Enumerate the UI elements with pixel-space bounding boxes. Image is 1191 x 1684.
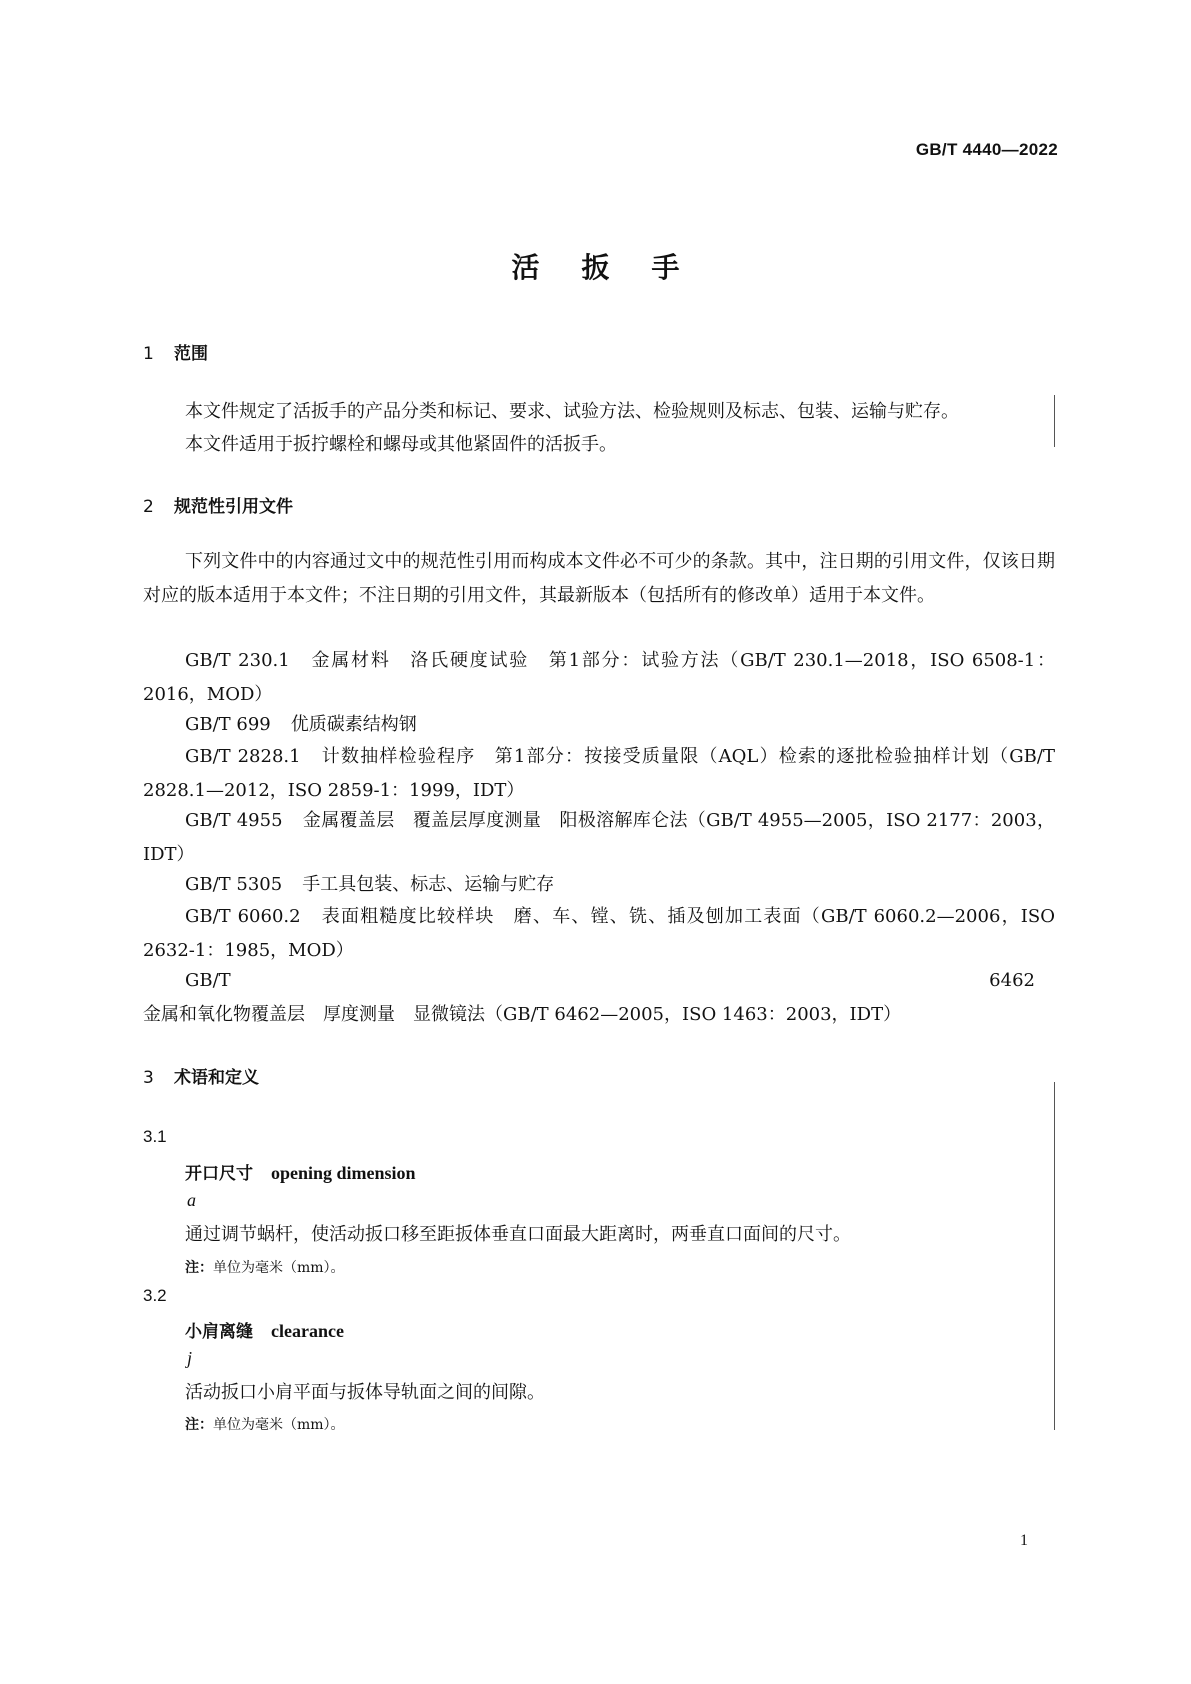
- term-number: 3.2: [143, 1286, 167, 1305]
- section-number: 1: [143, 344, 154, 364]
- section-title: 术语和定义: [174, 1068, 259, 1088]
- reference-title: 表面粗糙度比较样块 磨、车、镗、铣、插及刨加工表面（GB/T 6060.2—2006，ISO 2632-1：1985，MOD）: [143, 906, 1055, 961]
- note-label: 注：: [185, 1260, 213, 1276]
- term-symbol: a: [187, 1190, 196, 1210]
- section-heading-terms: [143, 1063, 259, 1088]
- term-en: opening dimension: [271, 1163, 416, 1183]
- reference-code: GB/T 5305: [185, 874, 283, 895]
- reference-item: [143, 964, 1055, 1032]
- change-bar: [1054, 1082, 1055, 1430]
- reference-code: GB/T 699: [185, 714, 271, 735]
- standard-number: GB/T 4440—2022: [915, 140, 1058, 159]
- references-intro: 下列文件中的内容通过文中的规范性引用而构成本文件必不可少的条款。其中，注日期的引用文件，仅该日期对应的版本适用于本文件；不注日期的引用文件，其最新版本（包括所有的修改单）适用于本文件。: [143, 551, 1055, 606]
- change-bar: [1054, 395, 1055, 447]
- note-label: 注：: [185, 1417, 213, 1433]
- term-definition: 活动扳口小肩平面与扳体导轨面之间的间隙。: [185, 1382, 545, 1403]
- term-definition: 通过调节蜗杆，使活动扳口移至距扳体垂直口面最大距离时，两垂直口面间的尺寸。: [185, 1224, 851, 1245]
- reference-code: GB/T 6462: [185, 970, 1035, 991]
- term-zh: 小肩离缝: [185, 1322, 253, 1342]
- term-number: 3.1: [143, 1127, 167, 1146]
- term-en: clearance: [271, 1321, 344, 1341]
- reference-title: 金属和氧化物覆盖层 厚度测量 显微镜法（GB/T 6462—2005，ISO 1463：2003，IDT）: [143, 1004, 902, 1025]
- term-zh: 开口尺寸: [185, 1164, 253, 1184]
- reference-code: GB/T 2828.1: [185, 746, 301, 767]
- reference-title: 计数抽样检验程序 第1部分：按接受质量限（AQL）检索的逐批检验抽样计划（GB/T 2828.1—2012，ISO 2859-1：1999，IDT）: [143, 746, 1055, 801]
- reference-code: GB/T 4955: [185, 810, 283, 831]
- note-text: 单位为毫米（mm）。: [213, 1260, 345, 1276]
- reference-code: GB/T 230.1: [185, 650, 290, 671]
- document-title: 活扳手: [511, 251, 722, 284]
- section-title: 规范性引用文件: [174, 497, 293, 517]
- term-symbol: j: [187, 1348, 193, 1368]
- reference-item: [143, 868, 1055, 902]
- reference-item: [143, 644, 1055, 712]
- reference-code: GB/T 6060.2: [185, 906, 301, 927]
- term-note: [185, 1257, 345, 1277]
- reference-title: 金属覆盖层 覆盖层厚度测量 阳极溶解库仑法（GB/T 4955—2005，ISO 2177：2003，IDT）: [143, 810, 1055, 865]
- term-heading: [185, 1317, 344, 1342]
- section-heading-scope: [143, 339, 208, 364]
- page-number: 1: [1020, 1532, 1028, 1549]
- section-heading-references: [143, 492, 293, 517]
- term-heading: [185, 1159, 416, 1184]
- note-text: 单位为毫米（mm）。: [213, 1417, 345, 1433]
- reference-item: [143, 740, 1055, 808]
- section-number: 3: [143, 1068, 154, 1088]
- section-title: 范围: [174, 344, 208, 364]
- scope-paragraph-1: 本文件规定了活扳手的产品分类和标记、要求、试验方法、检验规则及标志、包装、运输与贮存。: [185, 401, 959, 422]
- reference-item: [143, 804, 1055, 872]
- reference-title: 手工具包装、标志、运输与贮存: [302, 874, 555, 895]
- reference-title: 金属材料 洛氏硬度试验 第1部分：试验方法（GB/T 230.1—2018，ISO 6508-1：2016，MOD）: [143, 650, 1055, 705]
- reference-item: [143, 708, 1055, 742]
- scope-paragraph-2: 本文件适用于扳拧螺栓和螺母或其他紧固件的活扳手。: [185, 434, 617, 455]
- reference-title: 优质碳素结构钢: [290, 714, 417, 735]
- section-number: 2: [143, 497, 154, 517]
- reference-item: [143, 900, 1055, 968]
- term-note: [185, 1414, 345, 1434]
